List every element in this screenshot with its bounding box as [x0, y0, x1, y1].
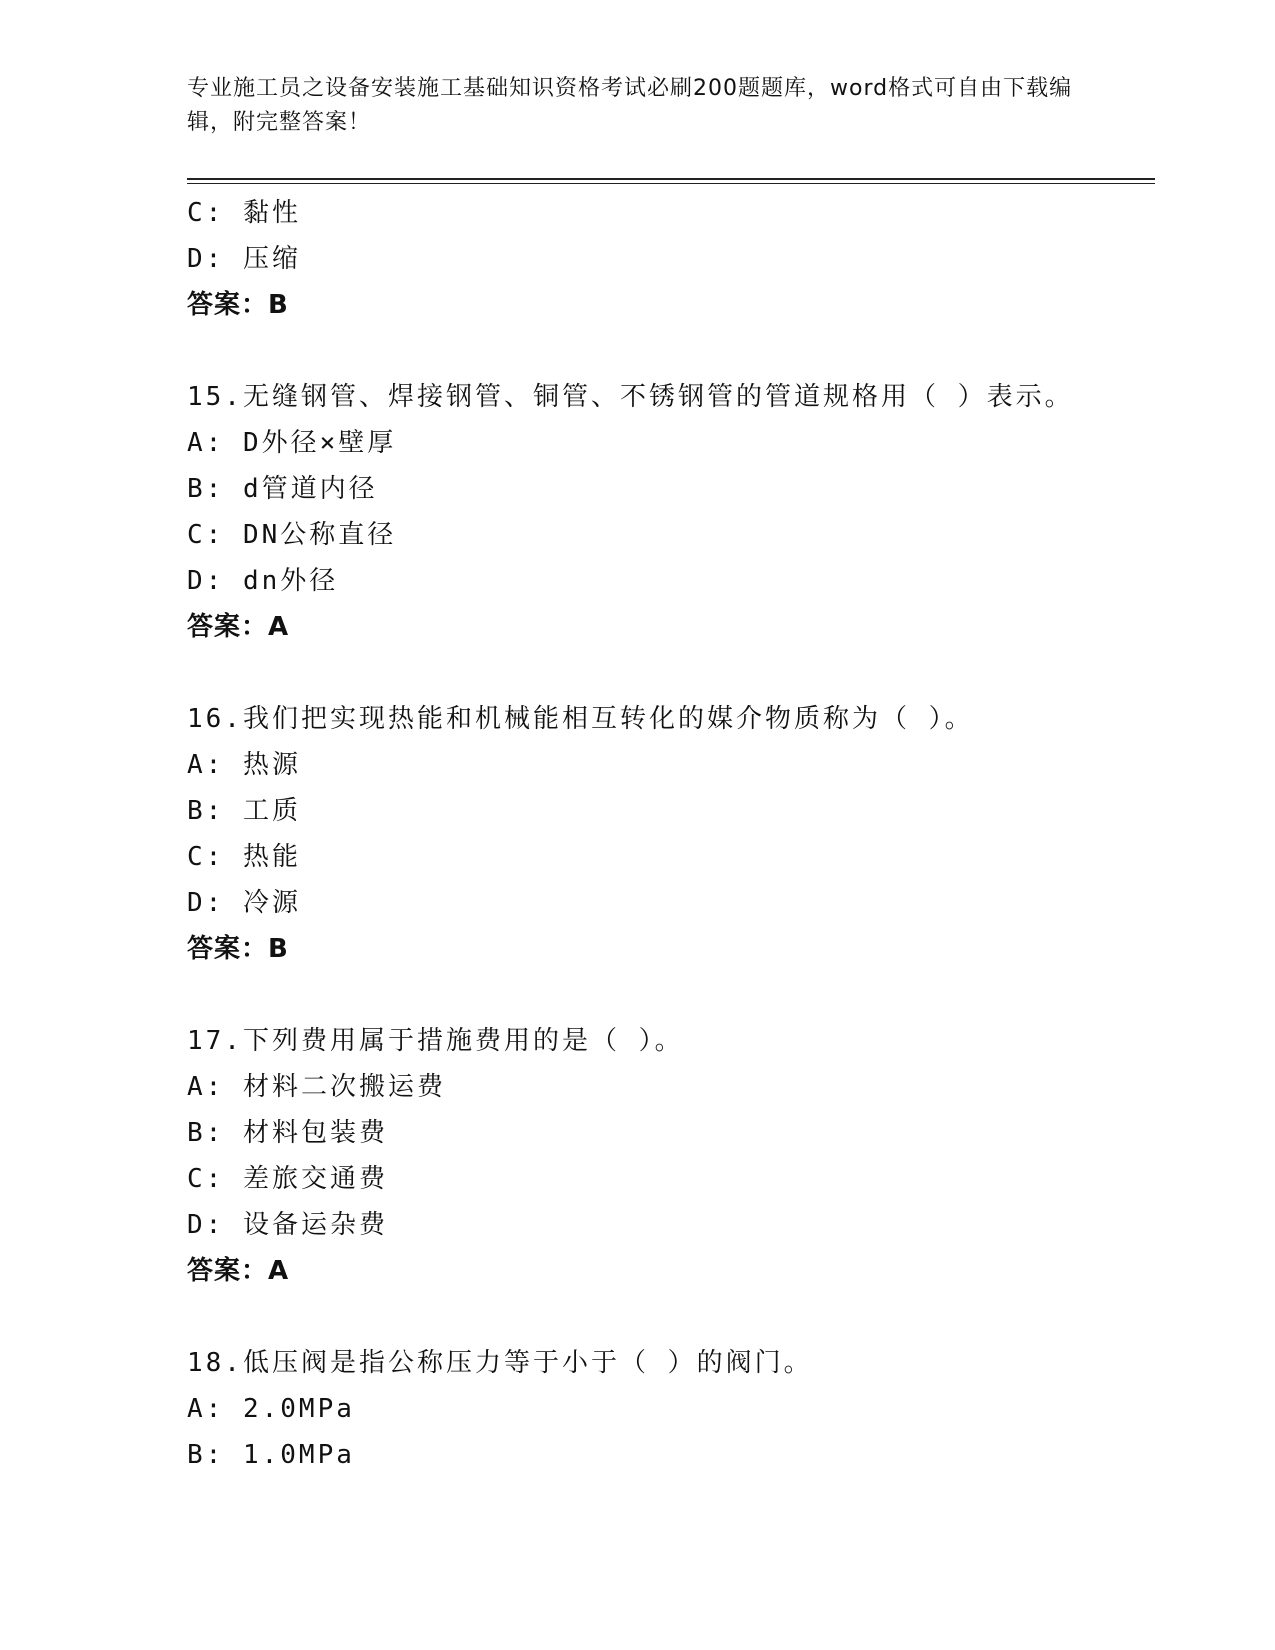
answer-line: 答案：B [187, 934, 289, 964]
header-divider-thin [187, 183, 1155, 184]
option-d: D: 压缩 [187, 244, 301, 274]
option-a: A: D外径×壁厚 [187, 428, 397, 458]
answer-line: 答案：A [187, 612, 290, 642]
option-a: A: 热源 [187, 750, 301, 780]
question-list [187, 190, 1155, 1478]
option-d: D: 冷源 [187, 888, 301, 918]
header-divider-thick [187, 178, 1155, 180]
option-c: C: 黏性 [187, 198, 301, 228]
question-stem: 17.下列费用属于措施费用的是（ ）。 [187, 1026, 684, 1056]
question-spacer [187, 328, 1155, 374]
question-spacer [187, 1294, 1155, 1340]
question-stem: 15.无缝钢管、焊接钢管、铜管、不锈钢管的管道规格用（ ）表示。 [187, 382, 1074, 412]
question-spacer [187, 650, 1155, 696]
option-b: B: 1.0MPa [187, 1440, 355, 1470]
option-d: D: dn外径 [187, 566, 339, 596]
option-b: B: 工质 [187, 796, 301, 826]
option-a: A: 2.0MPa [187, 1394, 355, 1424]
question-16 [187, 696, 1155, 972]
partial-question-14 [187, 190, 1155, 328]
option-c: C: 差旅交通费 [187, 1164, 388, 1194]
option-a: A: 材料二次搬运费 [187, 1072, 446, 1102]
answer-line: 答案：A [187, 1256, 290, 1286]
question-spacer [187, 972, 1155, 1018]
question-17 [187, 1018, 1155, 1294]
answer-line: 答案：B [187, 290, 289, 320]
question-stem: 18.低压阀是指公称压力等于小于（ ）的阀门。 [187, 1348, 813, 1378]
document-header: 专业施工员之设备安装施工基础知识资格考试必刷200题题库，word格式可自由下载编辑，附完整答案！ [187, 76, 1073, 135]
option-c: C: 热能 [187, 842, 301, 872]
question-stem: 16.我们把实现热能和机械能相互转化的媒介物质称为（ ）。 [187, 704, 974, 734]
option-b: B: d管道内径 [187, 474, 378, 504]
question-15 [187, 374, 1155, 650]
option-d: D: 设备运杂费 [187, 1210, 388, 1240]
option-b: B: 材料包装费 [187, 1118, 388, 1148]
option-c: C: DN公称直径 [187, 520, 397, 550]
question-18 [187, 1340, 1155, 1478]
